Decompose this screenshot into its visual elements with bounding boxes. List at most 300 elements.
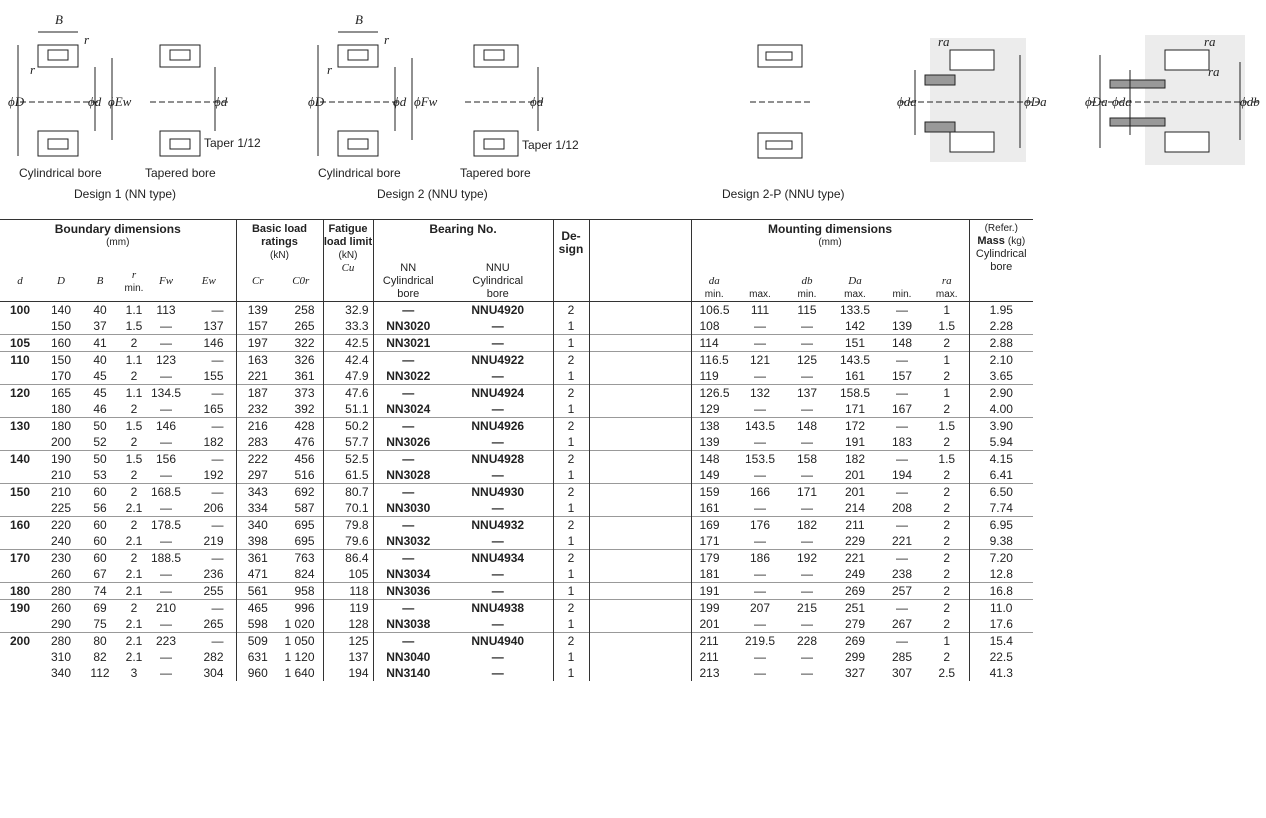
cell-Ew bbox=[182, 451, 236, 484]
cell-value: 283 bbox=[247, 435, 268, 449]
cell-NNU bbox=[443, 600, 553, 633]
mass-unit: (kg) bbox=[1007, 236, 1026, 247]
cell-value: 149 bbox=[699, 468, 720, 482]
cell-value: 3.65 bbox=[989, 369, 1013, 383]
cell-Da-min bbox=[879, 302, 925, 335]
cell-value: 138 bbox=[699, 419, 720, 433]
cell-Da-min bbox=[879, 385, 925, 418]
cell-value: — bbox=[491, 336, 504, 350]
cell-C0r bbox=[279, 600, 323, 633]
cell-Da-max bbox=[831, 451, 879, 484]
cell-value: 2.1 bbox=[125, 501, 143, 515]
cell-design bbox=[553, 385, 589, 418]
cell-r bbox=[118, 302, 150, 335]
cell-Da-min bbox=[879, 517, 925, 550]
cell-da-min bbox=[691, 451, 737, 484]
cell-value: 150 bbox=[9, 485, 31, 499]
cell-NN bbox=[373, 451, 443, 484]
cell-value: 137 bbox=[348, 650, 369, 664]
design2p-drawing bbox=[750, 45, 810, 158]
cell-value: — bbox=[801, 369, 813, 383]
cell-D bbox=[40, 302, 82, 335]
cell-D bbox=[40, 451, 82, 484]
cell-value: NNU4940 bbox=[471, 634, 525, 648]
cell-value: NN3020 bbox=[386, 319, 431, 333]
cell-Ew bbox=[182, 418, 236, 451]
cell-value: NNU4938 bbox=[471, 601, 525, 615]
cell-Cr bbox=[236, 385, 279, 418]
cell-da-max bbox=[737, 633, 783, 682]
cell-value: 7.20 bbox=[989, 551, 1013, 565]
cell-value: 2 bbox=[943, 567, 951, 581]
cell-value: 2 bbox=[130, 468, 138, 482]
cell-value: 79.8 bbox=[345, 518, 369, 532]
cell-value: — bbox=[896, 353, 908, 367]
cell-value: — bbox=[754, 369, 766, 383]
caption-design-1: Design 1 (NN type) bbox=[74, 187, 177, 201]
cell-value: 12.8 bbox=[989, 567, 1013, 581]
cell-value: — bbox=[160, 435, 172, 449]
cell-Fw bbox=[150, 484, 182, 517]
cell-value: 2 bbox=[567, 353, 575, 367]
cell-Ew bbox=[182, 600, 236, 633]
cell-value: 11.0 bbox=[990, 601, 1013, 615]
cell-db-min bbox=[783, 600, 831, 633]
cell-d bbox=[0, 600, 40, 633]
label-phid-2: ϕd bbox=[393, 94, 407, 109]
cell-value: — bbox=[491, 650, 504, 664]
cell-value: 47.6 bbox=[345, 386, 369, 400]
col-db-min-label: min. bbox=[797, 289, 817, 300]
cell-value: 70.1 bbox=[345, 501, 369, 515]
cell-value: 115 bbox=[797, 303, 817, 317]
cell-value: 996 bbox=[294, 601, 315, 615]
col-Da-max bbox=[831, 262, 879, 302]
table-row bbox=[0, 484, 1033, 517]
cell-value: 824 bbox=[294, 567, 315, 581]
cell-da-min bbox=[691, 385, 737, 418]
cell-value: 265 bbox=[294, 319, 315, 333]
cell-r bbox=[118, 583, 150, 600]
cell-NN bbox=[373, 633, 443, 682]
cell-value: 1 bbox=[943, 634, 951, 648]
cell-value: 125 bbox=[796, 353, 818, 367]
mounting-title: Mounting dimensions bbox=[768, 222, 892, 236]
cell-value: 280 bbox=[50, 584, 72, 598]
cell-Cu bbox=[323, 418, 373, 451]
cell-value: 220 bbox=[50, 518, 72, 532]
cell-value: 2.1 bbox=[125, 567, 143, 581]
cell-value: 208 bbox=[891, 501, 913, 515]
cell-value: 1 020 bbox=[284, 617, 315, 631]
cell-value: NN3140 bbox=[386, 666, 431, 680]
cell-value: 186 bbox=[749, 551, 771, 565]
cell-Cu bbox=[323, 517, 373, 550]
col-Da-min-label: min. bbox=[892, 289, 912, 300]
cell-NNU bbox=[443, 583, 553, 600]
cell-value: 260 bbox=[50, 601, 72, 615]
col-Da-max-label: max. bbox=[844, 289, 866, 300]
cell--blank bbox=[589, 550, 691, 583]
cell-value: 82 bbox=[93, 650, 107, 664]
cell-value: 160 bbox=[50, 336, 72, 350]
cell-value: 15.4 bbox=[989, 634, 1013, 648]
cell-value: 2.1 bbox=[125, 584, 143, 598]
cell-value: 132 bbox=[749, 386, 771, 400]
cell-value: 2 bbox=[130, 435, 138, 449]
cell-r bbox=[118, 352, 150, 385]
cell-value: 2.28 bbox=[989, 319, 1013, 333]
col-da-min-label: min. bbox=[704, 289, 724, 300]
cell-value: 194 bbox=[348, 666, 369, 680]
cell-value: 215 bbox=[796, 601, 818, 615]
cell-value: 176 bbox=[749, 518, 771, 532]
cell-value: 2 bbox=[130, 601, 138, 615]
cell-mass bbox=[969, 385, 1033, 418]
cell-mass bbox=[969, 335, 1033, 352]
cell-da-min bbox=[691, 484, 737, 517]
cell-value: NNU4920 bbox=[471, 303, 525, 317]
cell-value: 168.5 bbox=[150, 485, 182, 499]
label-r-2b: r bbox=[327, 62, 333, 77]
cell--blank bbox=[589, 335, 691, 352]
cell-Da-min bbox=[879, 352, 925, 385]
cell-value: 2 bbox=[130, 518, 138, 532]
cell-value: 257 bbox=[891, 584, 913, 598]
cell-value: 167 bbox=[891, 402, 913, 416]
cell-value: — bbox=[211, 303, 224, 317]
cell-r bbox=[118, 600, 150, 633]
col-nnu-title: NNU bbox=[485, 262, 510, 274]
cell-da-max bbox=[737, 484, 783, 517]
cell-value: 2.5 bbox=[938, 666, 956, 680]
cell-value: 134.5 bbox=[150, 386, 182, 400]
table-row bbox=[0, 517, 1033, 550]
cell-value: 2 bbox=[943, 534, 951, 548]
cell-value: 45 bbox=[93, 369, 107, 383]
cell-value: 695 bbox=[294, 534, 315, 548]
cell-Cr bbox=[236, 418, 279, 451]
cell-value: 192 bbox=[203, 468, 224, 482]
cell-value: 206 bbox=[203, 501, 224, 515]
cell-Da-min bbox=[879, 633, 925, 682]
cell-db-min bbox=[783, 335, 831, 352]
cell-NN bbox=[373, 600, 443, 633]
cell-value: 41 bbox=[93, 336, 107, 350]
table-row bbox=[0, 335, 1033, 352]
cell-value: 225 bbox=[50, 501, 72, 515]
cell-value: 37 bbox=[93, 319, 107, 333]
caption-tap-2: Tapered bore bbox=[460, 166, 531, 180]
cell-value: 179 bbox=[699, 551, 720, 565]
cell-value: 139 bbox=[699, 435, 720, 449]
cell-value: — bbox=[402, 419, 415, 433]
cell-value: 392 bbox=[294, 402, 315, 416]
cell-r bbox=[118, 517, 150, 550]
cell-value: — bbox=[160, 468, 172, 482]
cell-value: 187 bbox=[247, 386, 268, 400]
cell-value: 159 bbox=[699, 485, 720, 499]
cell-value: 69 bbox=[93, 601, 107, 615]
cell-Fw bbox=[150, 335, 182, 352]
cell-value: 4.00 bbox=[989, 402, 1013, 416]
cell-D bbox=[40, 335, 82, 352]
cell-Cr bbox=[236, 335, 279, 352]
cell-D bbox=[40, 633, 82, 682]
fatigue-header bbox=[323, 220, 373, 302]
cell-value: — bbox=[801, 534, 813, 548]
cell-Cr bbox=[236, 302, 279, 335]
cell-value: — bbox=[801, 501, 813, 515]
cell-value: — bbox=[754, 666, 766, 680]
cell-NN bbox=[373, 335, 443, 352]
cell-value: 2 bbox=[943, 551, 951, 565]
cell-value: 143.5 bbox=[839, 353, 871, 367]
cell-value: 958 bbox=[294, 584, 315, 598]
cell-value: 361 bbox=[294, 369, 315, 383]
boundary-title: Boundary dimensions bbox=[54, 222, 181, 236]
cell-r bbox=[118, 335, 150, 352]
cell-B bbox=[82, 302, 118, 335]
label-phid-1t: ϕd bbox=[214, 94, 228, 109]
cell-value: 191 bbox=[699, 584, 720, 598]
label-ra-2: ra bbox=[1204, 34, 1216, 49]
label-phid-2t: ϕd bbox=[530, 94, 544, 109]
col-r-min: min. bbox=[124, 282, 144, 294]
cell-value: 1 bbox=[943, 386, 951, 400]
cell-value: — bbox=[491, 468, 504, 482]
cell-NN bbox=[373, 385, 443, 418]
cell-value: 509 bbox=[247, 634, 268, 648]
table-row bbox=[0, 352, 1033, 385]
fatigue-title-1: Fatigue bbox=[328, 223, 368, 235]
cell-value: 1 bbox=[567, 435, 575, 449]
cell-value: 340 bbox=[50, 666, 72, 680]
cell-value: 182 bbox=[796, 518, 818, 532]
cell-value: 255 bbox=[203, 584, 224, 598]
cell-value: 41.3 bbox=[989, 666, 1013, 680]
col-nn-bore: bore bbox=[397, 288, 420, 300]
col-r bbox=[118, 262, 150, 302]
label-phida-2: ϕda bbox=[1112, 94, 1132, 109]
cell-value: 199 bbox=[699, 601, 720, 615]
cell-value: 327 bbox=[844, 666, 866, 680]
label-phidb: ϕdb bbox=[1240, 94, 1260, 109]
cell-value: NNU4930 bbox=[471, 485, 525, 499]
cell-value: 221 bbox=[844, 551, 866, 565]
col-nn-title: NN bbox=[400, 262, 417, 274]
cell-value: 213 bbox=[699, 666, 720, 680]
cell-value: 197 bbox=[247, 336, 268, 350]
cell--blank bbox=[589, 633, 691, 682]
cell-value: — bbox=[160, 369, 172, 383]
cell-d bbox=[0, 335, 40, 352]
mounting-drawing-1 bbox=[900, 38, 1040, 162]
mounting-header bbox=[691, 220, 969, 263]
cell-value: 52 bbox=[93, 435, 107, 449]
col-da-min bbox=[691, 262, 737, 302]
cell-value: — bbox=[211, 386, 224, 400]
cell-value: 156 bbox=[155, 452, 177, 466]
cell-Da-max bbox=[831, 385, 879, 418]
cell-value: 143.5 bbox=[744, 419, 776, 433]
cell-value: 171 bbox=[699, 534, 720, 548]
cell-value: 60 bbox=[93, 534, 107, 548]
cell-value: 190 bbox=[50, 452, 72, 466]
cell-Cr bbox=[236, 517, 279, 550]
cell-D bbox=[40, 352, 82, 385]
cell-value: 598 bbox=[247, 617, 268, 631]
cell-ra-max bbox=[925, 484, 969, 517]
cell-Cu bbox=[323, 550, 373, 583]
cell-NN bbox=[373, 418, 443, 451]
cell-value: 214 bbox=[844, 501, 866, 515]
cell-value: 258 bbox=[294, 303, 315, 317]
cell-value: — bbox=[801, 336, 813, 350]
cell-value: 2 bbox=[567, 386, 575, 400]
cell-value: 190 bbox=[9, 601, 31, 615]
col-C0r: C0r bbox=[292, 275, 310, 287]
cell-D bbox=[40, 484, 82, 517]
cell-da-max bbox=[737, 352, 783, 385]
cell-mass bbox=[969, 302, 1033, 335]
cell-value: 7.74 bbox=[989, 501, 1013, 515]
cell-value: 75 bbox=[93, 617, 107, 631]
cell-value: — bbox=[160, 584, 172, 598]
cell-value: — bbox=[754, 319, 766, 333]
cell-value: 42.5 bbox=[345, 336, 369, 350]
caption-design-2: Design 2 (NNU type) bbox=[377, 187, 488, 201]
cell-D bbox=[40, 418, 82, 451]
cell-r bbox=[118, 484, 150, 517]
cell--blank bbox=[589, 517, 691, 550]
cell-value: 182 bbox=[844, 452, 866, 466]
cell-value: 692 bbox=[294, 485, 315, 499]
cell-d bbox=[0, 418, 40, 451]
cell-value: 32.9 bbox=[345, 303, 369, 317]
cell-value: 165 bbox=[203, 402, 224, 416]
cell-value: 476 bbox=[294, 435, 315, 449]
cell-C0r bbox=[279, 633, 323, 682]
cell-value: 200 bbox=[9, 634, 31, 648]
cell-value: — bbox=[754, 336, 766, 350]
cell-value: 57.7 bbox=[345, 435, 369, 449]
cell-value: 52.5 bbox=[345, 452, 369, 466]
cell-value: 16.8 bbox=[989, 584, 1013, 598]
cell-value: 192 bbox=[796, 551, 818, 565]
fatigue-Cu: Cu bbox=[341, 262, 355, 274]
cell-value: 211 bbox=[699, 650, 719, 664]
cell-value: 221 bbox=[247, 369, 268, 383]
cell-value: — bbox=[211, 452, 224, 466]
cell-B bbox=[82, 418, 118, 451]
cell-value: — bbox=[801, 468, 813, 482]
cell-value: — bbox=[801, 435, 813, 449]
cell-Fw bbox=[150, 633, 182, 682]
cell-value: — bbox=[211, 518, 224, 532]
cell-value: 183 bbox=[891, 435, 913, 449]
cell-value: 86.4 bbox=[345, 551, 369, 565]
cell-d bbox=[0, 385, 40, 418]
cell-value: 201 bbox=[844, 485, 866, 499]
cell-value: 267 bbox=[891, 617, 913, 631]
cell-value: — bbox=[402, 518, 415, 532]
cell-value: 155 bbox=[203, 369, 224, 383]
cell-value: 171 bbox=[844, 402, 866, 416]
cell-value: 282 bbox=[203, 650, 224, 664]
caption-design-2p: Design 2-P (NNU type) bbox=[722, 187, 845, 201]
cell-value: 42.4 bbox=[345, 353, 369, 367]
cell-Cu bbox=[323, 385, 373, 418]
cell-value: 1.1 bbox=[125, 386, 143, 400]
cell-r bbox=[118, 418, 150, 451]
col-Fw: Fw bbox=[158, 275, 174, 287]
cell-mass bbox=[969, 600, 1033, 633]
cell-value: 137 bbox=[796, 386, 818, 400]
cell-value: 114 bbox=[699, 336, 719, 350]
cell-value: 1.5 bbox=[938, 319, 956, 333]
cell-value: 2 bbox=[567, 419, 575, 433]
cell-value: 2 bbox=[567, 634, 575, 648]
cell-value: 110 bbox=[10, 353, 30, 367]
cell-value: NN3024 bbox=[386, 402, 431, 416]
cell-C0r bbox=[279, 302, 323, 335]
cell-value: 2.90 bbox=[989, 386, 1013, 400]
mass-bore: bore bbox=[990, 261, 1013, 273]
cell-B bbox=[82, 633, 118, 682]
cell-value: 116.5 bbox=[699, 353, 729, 367]
cell-db-min bbox=[783, 418, 831, 451]
col-ra-symbol: ra bbox=[941, 275, 952, 287]
cell-da-min bbox=[691, 600, 737, 633]
cell-mass bbox=[969, 633, 1033, 682]
cell-value: 223 bbox=[155, 634, 177, 648]
cell-value: 290 bbox=[50, 617, 72, 631]
cell-value: 1 bbox=[567, 650, 575, 664]
cell-value: 269 bbox=[844, 634, 866, 648]
cell-r bbox=[118, 451, 150, 484]
cell-value: 60 bbox=[93, 518, 107, 532]
cell-value: 1 640 bbox=[284, 666, 315, 680]
label-phida-1: ϕda bbox=[897, 94, 917, 109]
cell-value: 151 bbox=[844, 336, 866, 350]
cell-value: 50.2 bbox=[345, 419, 369, 433]
cell-value: — bbox=[402, 353, 415, 367]
cell-value: 60 bbox=[93, 485, 107, 499]
cell-value: 170 bbox=[9, 551, 31, 565]
cell-value: 1.95 bbox=[989, 303, 1013, 317]
cell-value: 140 bbox=[9, 452, 31, 466]
cell--blank bbox=[589, 451, 691, 484]
cell-da-min bbox=[691, 517, 737, 550]
cell-Fw bbox=[150, 302, 182, 335]
cell-value: 112 bbox=[90, 666, 110, 680]
cell-design bbox=[553, 633, 589, 682]
cell-value: 2 bbox=[943, 485, 951, 499]
cell-Fw bbox=[150, 451, 182, 484]
cell-NN bbox=[373, 517, 443, 550]
cell-Cr bbox=[236, 352, 279, 385]
cell-value: — bbox=[211, 419, 224, 433]
cell-value: 105 bbox=[348, 567, 369, 581]
cell-value: 2 bbox=[943, 650, 951, 664]
cell-NNU bbox=[443, 633, 553, 682]
cell-design bbox=[553, 517, 589, 550]
cell-value: — bbox=[211, 353, 224, 367]
table-row bbox=[0, 418, 1033, 451]
cell-value: 139 bbox=[891, 319, 913, 333]
cell-Da-min bbox=[879, 600, 925, 633]
